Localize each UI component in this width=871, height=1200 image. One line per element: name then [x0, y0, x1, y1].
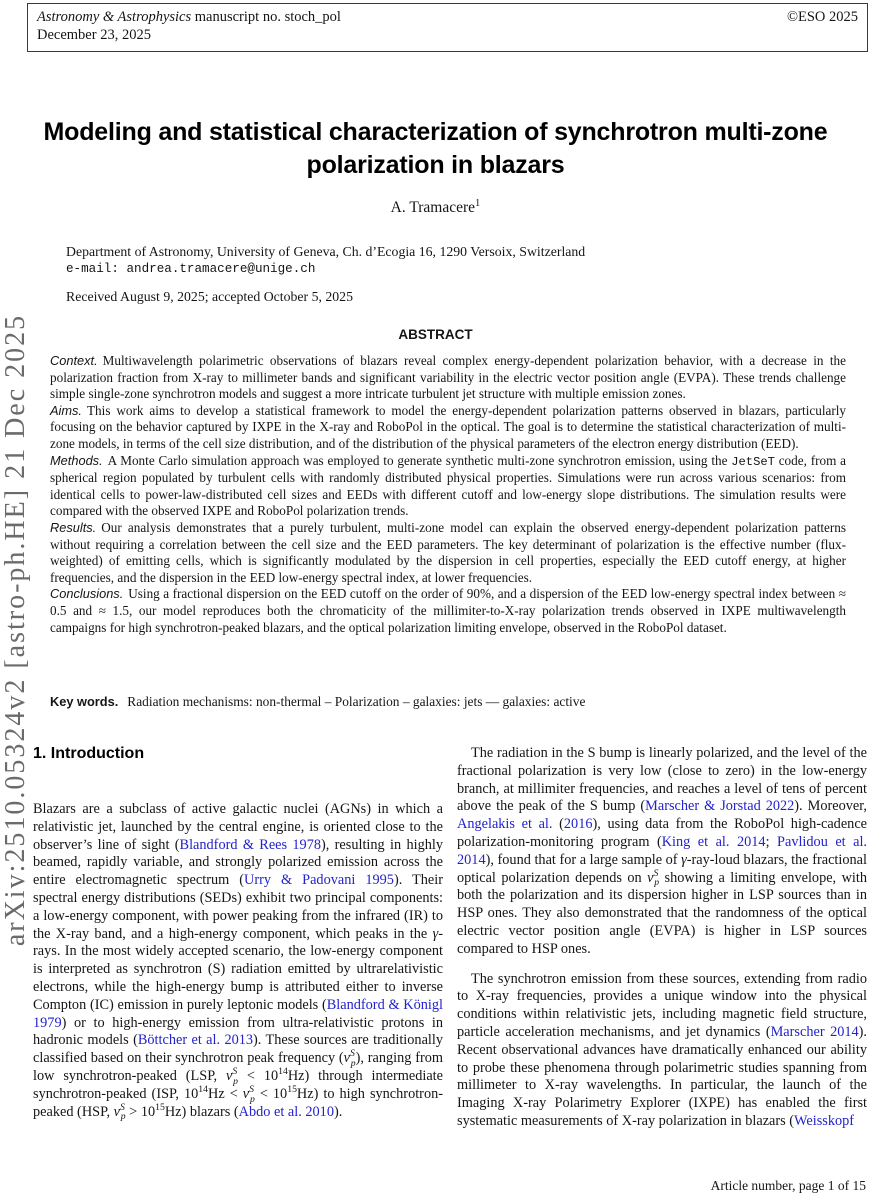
author-name: A. Tramacere	[390, 199, 476, 216]
text-segment: -rays. In the most widely accepted scenario, the low-energy component is interpreted as synchrotron (S) radiation emitted by ultrarelativistic electrons, while the high-energy bump is attributed either to inverse Compton (IC) emission in purely leptonic models (	[33, 925, 443, 1013]
two-column-body	[33, 745, 867, 1131]
abstract-label-methods: Methods.	[50, 452, 103, 468]
text-segment: ). These sources are traditionally classified based on their synchrotron peak frequency (	[33, 1032, 444, 1067]
text-segment: ν	[226, 1067, 233, 1084]
text-segment: < 10	[238, 1067, 279, 1084]
text-segment: p	[120, 1111, 126, 1123]
abstract-label-aims: Aims.	[50, 402, 82, 418]
abstract-label-context: Context.	[50, 353, 98, 368]
text-segment: 15	[155, 1101, 165, 1113]
text-segment: Hz <	[208, 1085, 243, 1102]
text-segment: S	[350, 1048, 355, 1060]
text-segment: ). Recent observational advances have dramatically enhanced our ability to probe these phenomena through polarimetric studies spanning from millimeter to X-ray wavelengths. In particular, the launch of the Imaging X-ray Polarimetry Explorer (IXPE) has enabled the first systematic measurements of X-ray polarization in blazars (	[457, 1023, 868, 1129]
abstract-conclusions	[50, 586, 846, 636]
text-segment: p	[249, 1093, 255, 1105]
text-segment: p	[654, 877, 660, 889]
text-segment: Hz) through intermediate synchrotron-peaked (ISP, 10	[33, 1067, 443, 1102]
text-segment: ) or to high-energy emission from ultra-relativistic protons in hadronic models (	[33, 1014, 443, 1049]
abstract-label-results: Results.	[50, 519, 97, 535]
text-segment: ν	[242, 1085, 250, 1102]
text-segment: The radiation in the S bump is linearly polarized, and the level of the fractional polarization is very low (close to zero) in the low-energy branch, at millimiter frequencies, and reaches a level of tens of percent above the peak of the S bump (	[457, 745, 867, 815]
introduction-paragraph	[33, 801, 443, 1121]
text-segment: ν	[343, 1050, 350, 1067]
title-line-1: Modeling and statistical characterization of synchrotron multi-zone	[43, 118, 828, 146]
text-segment: 14	[278, 1066, 288, 1078]
author-affiliation-mark: 1	[475, 197, 481, 209]
text-segment: p	[350, 1058, 356, 1070]
citation-link[interactable]: Angelakis et al.	[457, 816, 553, 833]
citation-link[interactable]: Marscher 2014	[770, 1023, 859, 1040]
text-segment: S	[249, 1083, 255, 1095]
journal-name: Astronomy & Astrophysics	[37, 9, 192, 25]
text-segment: ), found that for a large sample of	[485, 851, 682, 868]
abstract-methods	[50, 453, 846, 520]
text-segment: ), using data from the RoboPol high-cadence polarization-monitoring program (	[457, 816, 868, 850]
header-date: December 23, 2025	[37, 27, 151, 43]
text-segment: This work aims to develop a statistical framework to model the energy-dependent polarization patterns observed in blazars, particularly focusing on the behavior captured by IXPE in the X-ray and RoboPol in the optical. The goal is to determine the statistical characterization of multi-zone models, in terms of the cell size distribution, and of the distribution of the physical parameters of the electron energy distribution (EED).	[50, 402, 846, 451]
text-segment: Hz) blazars (	[164, 1103, 239, 1120]
arxiv-watermark: arXiv:2510.05324v2 [astro-ph.HE] 21 Dec 2025	[0, 313, 31, 947]
text-segment: ;	[765, 833, 778, 850]
text-segment: -ray-loud blazars, the fractional optical polarization depends on	[457, 851, 867, 886]
title-line-2: polarization in blazars	[306, 151, 565, 179]
paper-title	[0, 116, 871, 182]
header-box	[27, 3, 868, 52]
text-segment: S	[653, 867, 659, 879]
abstract-results	[50, 520, 846, 586]
citation-link[interactable]: Weisskopf	[794, 1112, 855, 1129]
text-segment: ).	[333, 1103, 343, 1120]
author	[0, 199, 871, 217]
email-label: e-mail:	[66, 261, 127, 276]
text-segment: Using a fractional dispersion on the EED cutoff on the order of 90%, and a dispersion of the EED low-energy spectral index between ≈ 0.5 and ≈ 1.5, our model reproduces both the chromaticity of the millimiter-to-X-ray polarization trends observed in IXPE multiwavelength campaigns for high synchrotron-peaked blazars, and the optical polarization limiting envelope, observed in the RoboPol dataset.	[50, 586, 846, 635]
citation-link[interactable]: Pavlidou et al. 2014	[457, 833, 868, 868]
page-footer: Article number, page 1 of 15	[710, 1178, 866, 1193]
citation-link[interactable]: Böttcher et al. 2013	[137, 1032, 254, 1049]
citation-link[interactable]: Marscher & Jorstad 2022	[645, 798, 795, 815]
citation-link[interactable]: King et al. 2014	[661, 833, 766, 850]
section-heading-introduction: 1. Introduction	[33, 745, 145, 762]
keywords-label: Key words.	[50, 694, 119, 709]
received-accepted: Received August 9, 2025; accepted October 5, 2025	[66, 289, 353, 304]
keywords-text: Radiation mechanisms: non-thermal – Polarization – galaxies: jets — galaxies: active	[127, 694, 586, 709]
text-segment: JetSeT	[731, 454, 775, 469]
text-segment: S	[119, 1101, 125, 1113]
text-segment: > 10	[125, 1103, 156, 1120]
running-head	[37, 8, 341, 26]
affiliation-block	[66, 243, 585, 278]
header-left	[37, 8, 341, 44]
citation-link[interactable]: 2016	[563, 816, 593, 833]
text-segment: Our analysis demonstrates that a purely turbulent, multi-zone model can explain the observed energy-dependent polarization patterns without requiring a correlation between the cell size and the EED parameters. The key determinant of polarization is the effective number (flux-weighted) of emitting cells, which is significantly modulated by the dispersion in cell properties, especially the EED cutoff energy, at higher frequencies, and the dispersion in the EED low-energy spectral index, at lower frequencies.	[50, 519, 846, 585]
body-paragraph-synchrotron	[457, 971, 867, 1131]
abstract-methods-text	[50, 453, 846, 519]
text-segment: Hz) to high synchrotron-peaked (HSP,	[33, 1085, 444, 1120]
citation-link[interactable]: Blandford & Rees 1978	[179, 836, 321, 853]
text-segment: The synchrotron emission from these sources, extending from radio to X-ray frequencies, provides a unique window into the physical conditions within relativistic jets, including magnetic field structure, particle acceleration mechanisms, and jet dynamics (	[457, 970, 867, 1040]
text-segment: p	[233, 1075, 239, 1087]
text-segment: γ	[681, 851, 687, 868]
text-segment: ). Moreover,	[794, 798, 867, 815]
text-segment: γ	[432, 925, 439, 942]
body-paragraph-polarization	[457, 745, 867, 959]
abstract-conclusions-text	[50, 586, 846, 634]
abstract-results-text	[50, 520, 846, 585]
abstract-heading: ABSTRACT	[398, 327, 473, 342]
manuscript-number: manuscript no. stoch_pol	[191, 9, 341, 25]
text-segment: 14	[198, 1083, 209, 1095]
text-segment: S	[232, 1066, 238, 1078]
abstract-context	[50, 353, 846, 403]
abstract-aims	[50, 403, 846, 453]
text-segment: showing a limiting envelope, with both the polarization and its dispersion higher in LSP sources than in HSP ones. They also demonstrated that the randomness of the optical electric vector position angle (EVPA) is higher in LSP sources compared to HSP ones.	[457, 869, 867, 957]
text-segment: Multiwavelength polarimetric observations of blazars reveal complex energy-dependent polarization behavior, with a decrease in the polarization fraction from X-ray to millimeter bands and significant variability in the electric vector position angle (EVPA). These trends challenge simple single-zone synchrotron models and suggest a more intricate turbulent jet structure with multiple emission zones.	[50, 353, 846, 402]
text-segment: Blazars are a subclass of active galactic nuclei (AGNs) in which a relativistic jet, launched by the central engine, is oriented close to the observer’s line of sight (	[33, 801, 443, 853]
left-column	[33, 745, 443, 1131]
text-segment: A Monte Carlo simulation approach was employed to generate synthetic multi-zone synchrotron emission, using the	[107, 452, 732, 468]
email-link[interactable]: andrea.tramacere@unige.ch	[126, 261, 316, 276]
citation-link[interactable]: Blandford & Königl 1979	[33, 996, 444, 1031]
abstract-label-conclusions: Conclusions.	[50, 586, 124, 602]
text-segment: < 10	[254, 1085, 288, 1102]
text-segment: code, from a spherical region populated by turbulent cells with randomly distributed physical properties. Simulations were run across various scenarios: from identical cells to power-law-distributed cell sizes and EEDs with different cutoff and low-energy slope distributions. The simulation results were compared with the observed IXPE and RoboPol polarization trends.	[50, 452, 846, 519]
email-line	[66, 261, 585, 279]
text-segment: ), ranging from low synchrotron-peaked (LSP,	[33, 1050, 443, 1084]
text-segment: ), resulting in highly beamed, rapidly variable, and strongly polarized emission across the entire electromagnetic spectrum (	[33, 836, 444, 889]
right-column	[457, 745, 867, 1131]
citation-link[interactable]: Urry & Padovani 1995	[244, 872, 394, 889]
text-segment: (	[552, 816, 564, 833]
abstract-context-text	[50, 353, 846, 401]
affiliation: Department of Astronomy, University of Geneva, Ch. d’Ecogia 16, 1290 Versoix, Switzerland	[66, 244, 586, 259]
abstract	[50, 353, 846, 636]
copyright-notice: ©ESO 2025	[786, 9, 858, 25]
text-segment: ν	[113, 1103, 120, 1120]
keywords	[50, 694, 846, 710]
abstract-aims-text	[50, 403, 846, 451]
citation-link[interactable]: Abdo et al. 2010	[238, 1103, 334, 1120]
text-segment: ν	[647, 869, 654, 886]
text-segment: ). Their spectral energy distributions (SEDs) exhibit two principal components: a low-energy component, with power peaking from the infrared (IR) to the X-ray band, and a high-energy component, which peaks in the	[33, 872, 443, 942]
text-segment: 15	[287, 1083, 297, 1095]
